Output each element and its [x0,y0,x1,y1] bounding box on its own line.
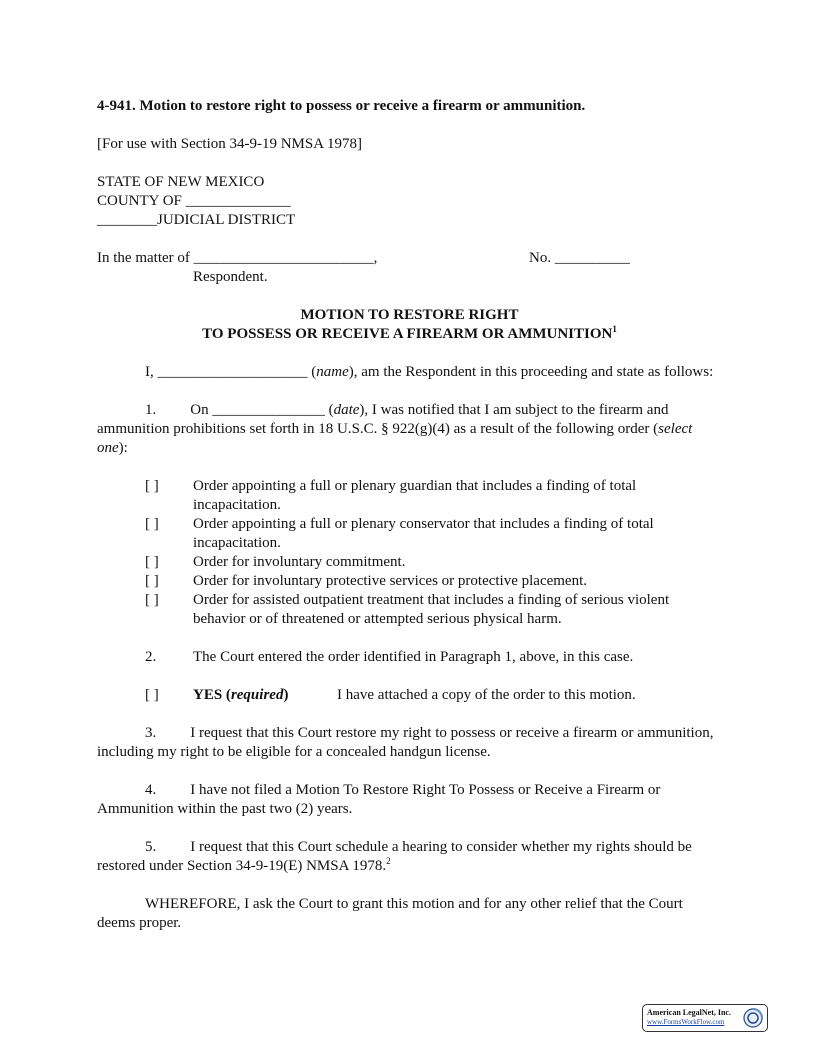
title-line-2-text: TO POSSESS OR RECEIVE A FIREARM OR AMMUNITION [202,326,613,342]
para1-prefix: On _______________ ( [190,402,334,418]
publisher-logo[interactable] [642,1004,768,1032]
title-line-2 [97,325,722,344]
intro-suffix: ), am the Respondent in this proceeding and state as follows: [348,364,714,380]
title-line-1: MOTION TO RESTORE RIGHT [300,307,519,323]
yes-row[interactable] [145,686,722,705]
usage-note: [For use with Section 34-9-19 NMSA 1978] [97,136,362,152]
paragraph-2 [97,648,722,667]
option-guardian[interactable] [145,477,722,515]
paragraph-1 [97,401,722,458]
wherefore-paragraph: WHEREFORE, I ask the Court to grant this motion and for any other relief that the Court deems proper. [97,896,683,931]
option-protective-services[interactable] [145,572,722,591]
option-checkbox[interactable]: [ ] [145,516,159,532]
caption-state: STATE OF NEW MEXICO [97,174,265,190]
logo-url-link[interactable]: www.FormsWorkFlow.com [647,1018,725,1026]
option-text: Order appointing a full or plenary guardian that includes a finding of total incapacitation. [193,478,637,513]
yes-text: YES ( [193,687,231,703]
globe-icon [743,1008,763,1028]
yes-close: ) [283,687,289,703]
matter-line: In the matter of ________________________, [97,250,378,266]
paragraph-4 [97,781,722,819]
para1-date-label: date [333,402,360,418]
document-title [97,306,722,344]
para1-suffix: ): [118,440,128,456]
para4-text: I have not filed a Motion To Restore Right To Possess or Receive a Firearm or Ammunition within the past two (2) years. [97,782,661,817]
option-text: Order appointing a full or plenary conservator that includes a finding of total incapacitation. [193,516,654,551]
option-conservator[interactable] [145,515,722,553]
form-heading: 4-941. Motion to restore right to possess or receive a firearm or ammunition. [97,98,586,114]
matter-block [97,249,722,287]
intro-name-label: name [316,364,349,380]
para5-num: 5. [145,839,157,855]
yes-label [193,686,337,705]
para2-text: The Court entered the order identified in Paragraph 1, above, in this case. [193,649,634,665]
option-text: Order for assisted outpatient treatment that includes a finding of serious violent behavior or of threatened or attempted serious physical harm. [193,592,670,627]
option-checkbox[interactable]: [ ] [145,554,159,570]
para5-text: I request that this Court schedule a hearing to consider whether my rights should be restored under Section 34-9-19(E) NMSA 1978. [97,839,692,874]
yes-required: required [230,687,284,703]
para1-middle: ), I was notified that I am subject to the firearm and ammunition prohibitions set forth in 18 U.S.C. § 922(g)(4) as a result of the following order ( [97,402,669,437]
case-caption [97,173,722,230]
respondent-label: Respondent. [193,269,268,285]
order-options [97,477,722,629]
option-checkbox[interactable]: [ ] [145,592,159,608]
option-outpatient-treatment[interactable] [145,591,722,629]
option-checkbox[interactable]: [ ] [145,478,159,494]
para1-select-label: select one [97,421,693,456]
para4-num: 4. [145,782,157,798]
footnote-mark-2: 2 [386,856,391,866]
option-text: Order for involuntary commitment. [193,554,406,570]
yes-checkbox[interactable]: [ ] [145,687,159,703]
para3-text: I request that this Court restore my right to possess or receive a firearm or ammunition, including my right to be eligible for a concealed handgun license. [97,725,714,760]
intro-paragraph [97,363,722,382]
document-page [97,97,722,933]
caption-district: ________JUDICIAL DISTRICT [97,212,296,228]
case-number-field: No. __________ [529,250,630,266]
caption-county: COUNTY OF ______________ [97,193,291,209]
para1-num: 1. [145,402,157,418]
yes-description: I have attached a copy of the order to this motion. [337,687,636,703]
option-involuntary-commitment[interactable] [145,553,722,572]
paragraph-5 [97,838,722,876]
footnote-mark-1: 1 [612,324,617,334]
logo-company: American LegalNet, Inc. [647,1008,731,1017]
para2-num: 2. [145,649,157,665]
paragraph-3 [97,724,722,762]
option-text: Order for involuntary protective services or protective placement. [193,573,588,589]
option-checkbox[interactable]: [ ] [145,573,159,589]
intro-prefix: I, ____________________ ( [145,364,317,380]
para3-num: 3. [145,725,157,741]
